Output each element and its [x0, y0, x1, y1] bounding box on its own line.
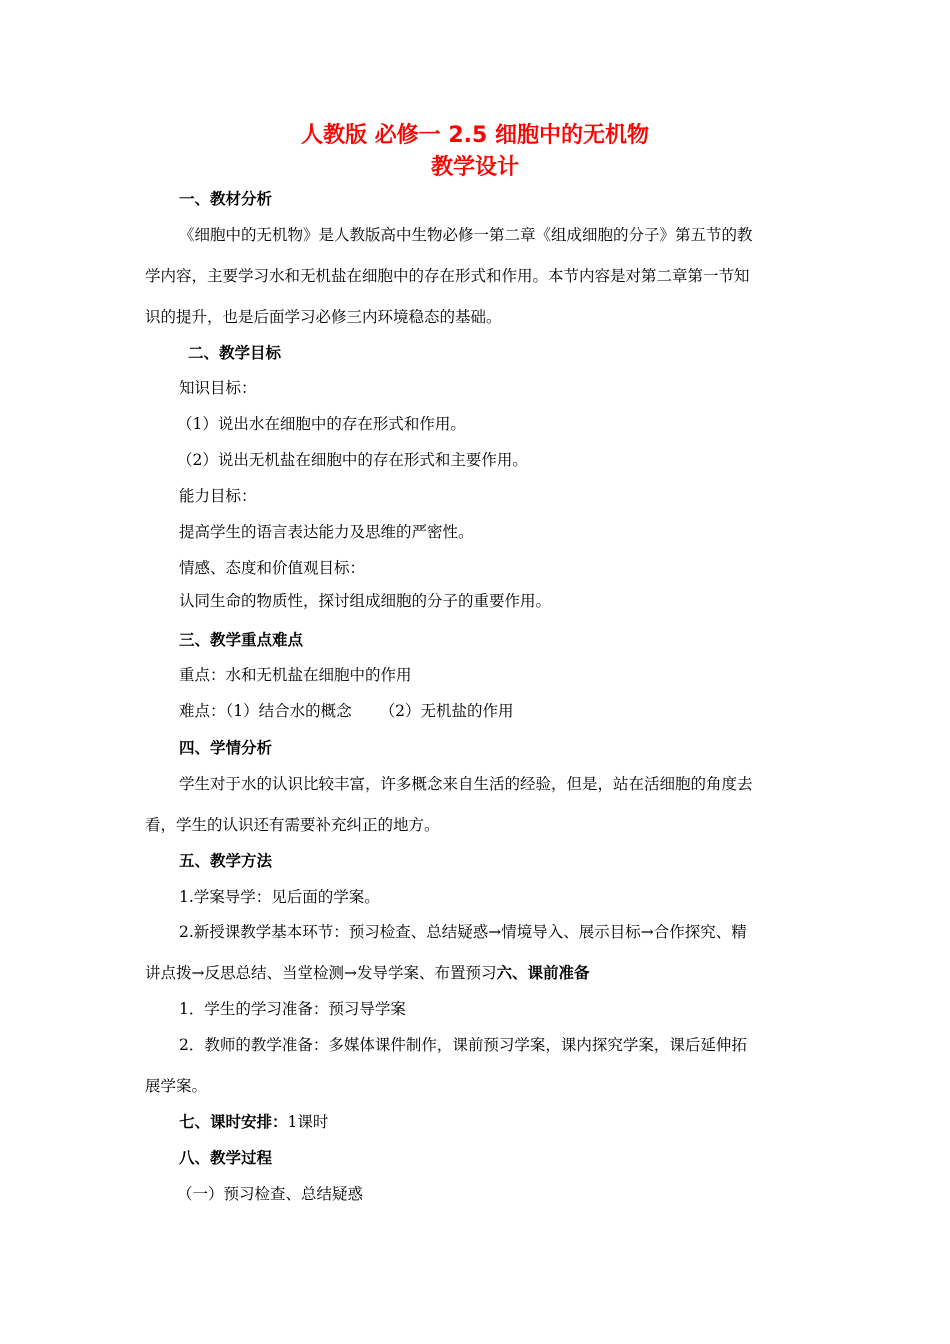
preparation-item-continued: 展学案。 — [145, 1077, 208, 1095]
section-heading-process: 八、教学过程 — [179, 1149, 273, 1167]
method-item: 2.新授课教学基本环节：预习检查、总结疑惑→情境导入、展示目标→合作探究、精 — [179, 923, 747, 941]
method-item-continued: 讲点拨→反思总结、当堂检测→发导学案、布置预习六、课前准备 — [145, 964, 590, 982]
section-heading-materials: 一、教材分析 — [179, 190, 273, 208]
objective-label: 情感、态度和价值观目标： — [179, 559, 366, 577]
section-heading-key-points: 三、教学重点难点 — [179, 631, 304, 649]
objective-item: 提高学生的语言表达能力及思维的严密性。 — [179, 523, 474, 541]
section-heading-class-hours: 七、课时安排： — [179, 1113, 288, 1131]
class-hours-value: 1课时 — [287, 1113, 329, 1131]
difficult-point-1: 难点：（1）结合水的概念 — [179, 702, 352, 720]
paragraph-line: 学生对于水的认识比较丰富，许多概念来自生活的经验，但是，站在活细胞的角度去 — [179, 775, 753, 793]
objective-label: 知识目标： — [179, 379, 257, 397]
section-heading-student-analysis: 四、学情分析 — [179, 739, 273, 757]
paragraph-line: 《细胞中的无机物》是人教版高中生物必修一第二章《组成细胞的分子》第五节的教 — [179, 226, 753, 244]
document-subtitle: 教学设计 — [430, 155, 519, 180]
class-hours — [179, 1111, 328, 1133]
preparation-item: 1．学生的学习准备：预习导学案 — [179, 1000, 406, 1018]
paragraph-line: 看，学生的认识还有需要补充纠正的地方。 — [145, 816, 440, 834]
objective-item: （1）说出水在细胞中的存在形式和作用。 — [177, 415, 466, 433]
paragraph-line: 学内容，主要学习水和无机盐在细胞中的存在形式和作用。本节内容是对第二章第一节知 — [145, 267, 750, 285]
preparation-item: 2．教师的教学准备：多媒体课件制作，课前预习学案，课内探究学案，课后延伸拓 — [179, 1036, 747, 1054]
document-title: 人教版 必修一 2.5 细胞中的无机物 — [301, 123, 649, 148]
objective-item: （2）说出无机盐在细胞中的存在形式和主要作用。 — [177, 451, 528, 469]
paragraph-line: 识的提升，也是后面学习必修三内环境稳态的基础。 — [145, 308, 502, 326]
difficult-point-2: （2）无机盐的作用 — [379, 702, 514, 720]
method-item: 1.学案导学：见后面的学案。 — [179, 888, 380, 906]
objective-item: 认同生命的物质性，探讨组成细胞的分子的重要作用。 — [179, 592, 552, 610]
section-heading-preparation: 六、课前准备 — [496, 964, 590, 982]
difficult-point — [179, 700, 514, 722]
section-heading-objectives: 二、教学目标 — [188, 344, 282, 362]
objective-label: 能力目标： — [179, 487, 257, 505]
process-subheading: （一）预习检查、总结疑惑 — [177, 1185, 364, 1203]
section-heading-methods: 五、教学方法 — [179, 852, 273, 870]
key-point: 重点：水和无机盐在细胞中的作用 — [179, 666, 412, 684]
